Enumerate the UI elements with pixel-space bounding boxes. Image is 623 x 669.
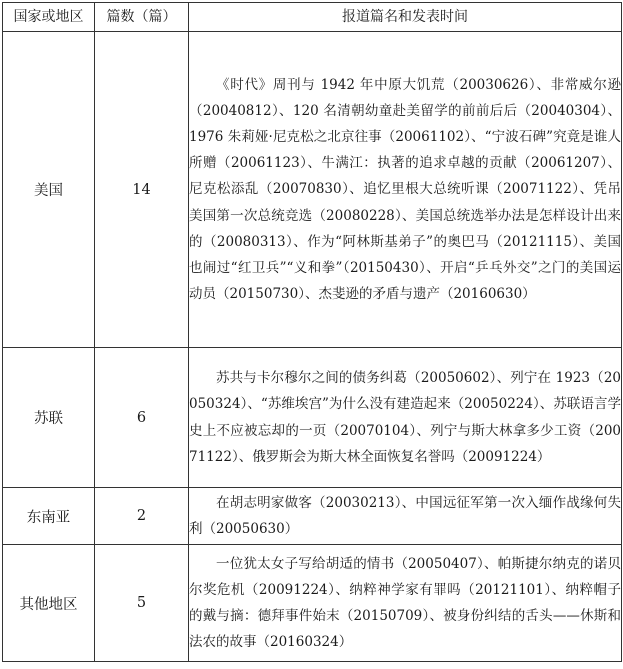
details-cell: 苏共与卡尔穆尔之间的债务纠葛（20050602）、列宁在 1923（20050324）、“苏维埃宫”为什么没有建造起来（20050224）、苏联语言学史上不应被忘却的一页（20070104）、列宁与斯大林拿多少工资（20071122）、俄罗斯会为斯大林全面恢复名誉吗（20091224） — [189, 348, 622, 488]
details-cell: 在胡志明家做客（20030213）、中国远征军第一次入缅作战缘何失利（20050630） — [189, 488, 622, 545]
table-row — [3, 348, 622, 488]
details-cell: 《时代》周刊与 1942 年中原大饥荒（20030626）、非常威尔逊（20040812）、120 名清朝幼童赴美留学的前前后后（20040304）、1976 朱莉娅·尼克松之北京往事（20061102）、“宁波石碑”究竟是谁人所赠（20061123）、牛满江：执著的追求卓越的贡献（20061207）、尼克松添乱（20070830）、追忆里根大总统听课（20071122）、凭吊美国第一次总统竞选（20080228）、美国总统选举办法是怎样设计出来的（20080313）、作为“阿林斯基弟子”的奥巴马（20121115）、美国也闹过“红卫兵”“义和拳”（20150430）、开启“乒乓外交”之门的美国运动员（20150730）、杰斐逊的矛盾与遗产（20160630） — [189, 32, 622, 348]
details-cell: 一位犹太女子写给胡适的情书（20050407）、帕斯捷尔纳克的诺贝尔奖危机（20091224）、纳粹神学家有罪吗（20121101）、纳粹帽子的戴与摘：德拜事件始末（20150709）、被身份纠结的舌头——休斯和法农的故事（20160324） — [189, 545, 622, 662]
table-row — [3, 32, 622, 348]
header-region: 国家或地区 — [3, 3, 95, 32]
report-table — [2, 2, 622, 662]
region-cell: 美国 — [3, 32, 95, 348]
count-cell: 6 — [95, 348, 189, 488]
table-row — [3, 545, 622, 662]
header-details: 报道篇名和发表时间 — [189, 3, 622, 32]
count-cell: 5 — [95, 545, 189, 662]
region-cell: 苏联 — [3, 348, 95, 488]
table-header-row — [3, 3, 622, 32]
count-cell: 2 — [95, 488, 189, 545]
region-cell: 东南亚 — [3, 488, 95, 545]
header-count: 篇数（篇） — [95, 3, 189, 32]
count-cell: 14 — [95, 32, 189, 348]
table-row — [3, 488, 622, 545]
region-cell: 其他地区 — [3, 545, 95, 662]
